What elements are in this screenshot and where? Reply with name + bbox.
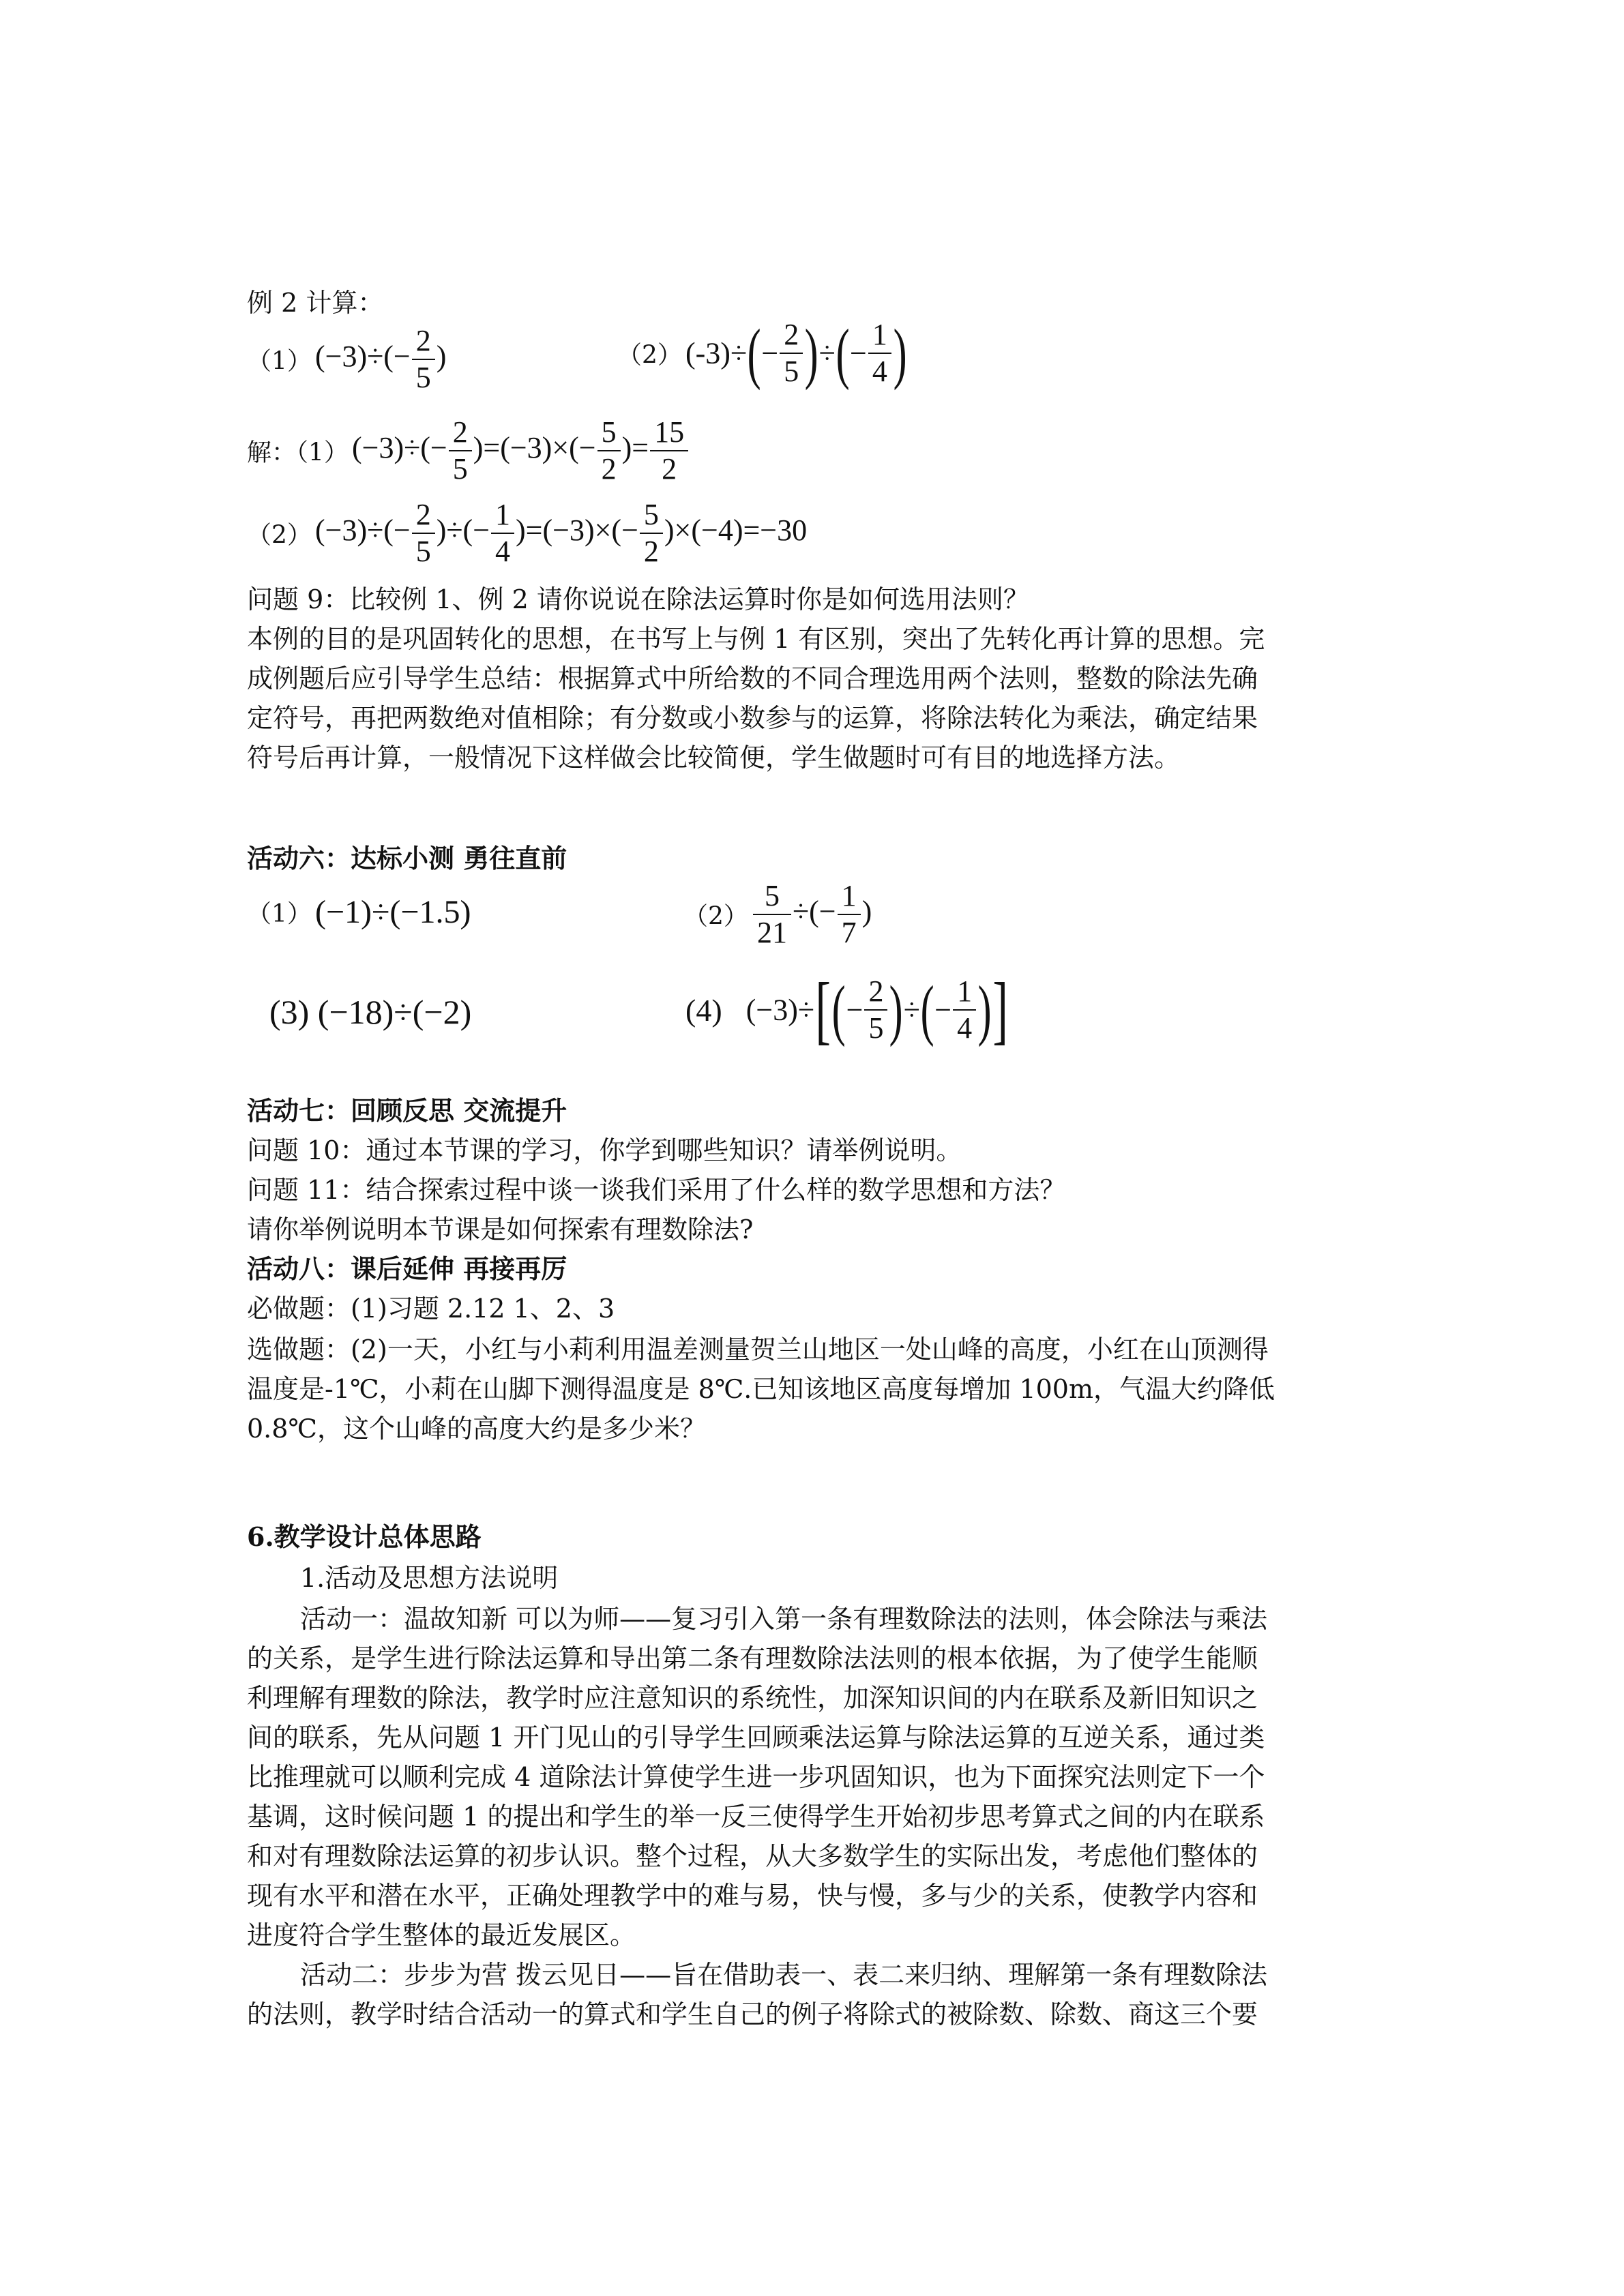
fraction-numerator: 2: [864, 976, 887, 1011]
paragraph-line: 比推理就可以顺利完成 4 道除法计算使学生进一步巩固知识，也为下面探究法则定下一个: [247, 1762, 1265, 1792]
math-expr: )=(−3)×(−: [516, 513, 638, 548]
fraction-denominator: 2: [662, 452, 677, 486]
fraction-numerator: 1: [868, 320, 891, 354]
fraction-denominator: 7: [841, 916, 857, 949]
paragraph-line: 间的联系，先从问题 1 开门见山的引导学生回顾乘法运算与除法运算的互逆关系，通过类: [247, 1723, 1265, 1753]
activity-6-heading: 活动六：达标小测 勇往直前: [247, 843, 567, 874]
fraction-denominator: 2: [601, 452, 617, 486]
solution-label: 解：（1）: [247, 438, 349, 467]
exercise-1: [247, 893, 471, 931]
problem-label: （1）: [247, 347, 312, 376]
math-expr: (−3)÷: [745, 993, 815, 1027]
math-expr: ): [436, 340, 447, 374]
fraction-denominator: 5: [784, 355, 799, 388]
exercise-3: [269, 992, 471, 1032]
math-expr: (−3)÷(−: [315, 513, 411, 548]
math-expr: )÷(−: [436, 513, 490, 548]
fraction-numerator: 2: [780, 320, 803, 354]
paragraph-line: 利理解有理数的除法，教学时应注意知识的系统性，加深知识间的内在联系及新旧知识之: [247, 1683, 1258, 1713]
fraction-numerator: 1: [953, 976, 976, 1011]
paragraph-line: 和对有理数除法运算的初步认识。整个过程，从大多数学生的实际出发，考虑他们整体的: [247, 1841, 1258, 1871]
exercise-label: （1）: [247, 900, 312, 928]
fraction-denominator: 4: [872, 355, 887, 388]
homework-line: 0.8℃，这个山峰的高度大约是多少米？: [247, 1414, 706, 1444]
paragraph-line: 的关系，是学生进行除法运算和导出第二条有理数除法法则的根本依据，为了使学生能顺: [247, 1643, 1258, 1673]
paragraph-line: 定符号，再把两数绝对值相除；有分数或小数参与的运算，将除法转化为乘法，确定结果: [247, 703, 1258, 733]
subsection-heading: 1.活动及思想方法说明: [300, 1563, 559, 1593]
fraction-numerator: 1: [838, 881, 861, 915]
paragraph-line: 活动一：温故知新 可以为师——复习引入第一条有理数除法的法则，体会除法与乘法: [300, 1604, 1268, 1634]
math-expr: )=(−3)×(−: [473, 431, 596, 465]
paragraph-line: 成例题后应引导学生总结：根据算式中所给数的不同合理选用两个法则，整数的除法先确: [247, 664, 1258, 694]
fraction-denominator: 5: [415, 361, 431, 394]
question-line: 请你举例说明本节课是如何探索有理数除法?: [247, 1214, 754, 1244]
math-expr: (−3)÷(−: [352, 431, 447, 465]
activity-7-heading: 活动七：回顾反思 交流提升: [247, 1095, 567, 1126]
exercise-label: （2）: [683, 902, 748, 931]
fraction-denominator: 4: [495, 535, 511, 568]
paragraph-line: 本例的目的是巩固转化的思想，在书写上与例 1 有区别，突出了先转化再计算的思想。完: [247, 624, 1265, 654]
paragraph-line: 符号后再计算，一般情况下这样做会比较简便，学生做题时可有目的地选择方法。: [247, 743, 1181, 773]
fraction-numerator: 5: [753, 881, 791, 915]
example2-problem-1: [247, 326, 446, 393]
fraction-numerator: 5: [597, 417, 621, 451]
fraction-denominator: 4: [957, 1011, 973, 1045]
question-line: 问题 11：结合探索过程中谈一谈我们采用了什么样的数学思想和方法？: [247, 1175, 1066, 1205]
homework-line: 选做题：(2)一天，小红与小莉利用温差测量贺兰山地区一处山峰的高度，小红在山顶测得: [247, 1335, 1269, 1365]
paragraph-line: 进度符合学生整体的最近发展区。: [247, 1920, 636, 1950]
example2-problem-2: （2） (-3)÷(− $\frac{2}{5}$ )÷(− $\frac{1}{4}$ ): [617, 315, 907, 391]
fraction-numerator: 2: [412, 500, 435, 534]
paragraph-line: 的法则，教学时结合活动一的算式和学生自己的例子将除式的被除数、除数、商这三个要: [247, 1999, 1258, 2029]
solution-2: [247, 500, 807, 567]
fraction-denominator: 5: [415, 535, 431, 568]
exercise-2: [683, 881, 872, 948]
fraction-numerator: 2: [449, 417, 472, 451]
activity-8-heading: 活动八：课后延伸 再接再厉: [247, 1253, 567, 1284]
math-expr: ÷: [903, 993, 920, 1027]
math-expr: −: [850, 336, 867, 370]
fraction-denominator: 2: [643, 535, 659, 568]
math-expr: (3) (−18)÷(−2): [269, 993, 472, 1031]
example2-heading: 例 2 计算：: [247, 288, 384, 318]
exercise-4: (4) (−3)÷[(− $\frac{2}{5}$ )÷(− $\frac{1}{4}$ )]: [685, 968, 1009, 1052]
math-expr: )×(−4)=−30: [664, 513, 808, 548]
math-expr: (−1)÷(−1.5): [315, 894, 471, 930]
exercise-label: (4): [685, 992, 722, 1028]
math-expr: (-3)÷: [685, 336, 748, 370]
math-expr: )=: [621, 431, 649, 465]
fraction-numerator: 2: [412, 326, 435, 360]
fraction-numerator: 5: [640, 500, 663, 534]
paragraph-line: 活动二：步步为营 拨云见日——旨在借助表一、表二来归纳、理解第一条有理数除法: [300, 1960, 1268, 1990]
math-expr: (−3)÷(−: [315, 340, 411, 374]
solution-label: （2）: [247, 521, 312, 550]
solution-1: [247, 417, 690, 484]
question-9: 问题 9：比较例 1、例 2 请你说说在除法运算时你是如何选用法则？: [247, 584, 1029, 614]
fraction-denominator: 5: [452, 452, 468, 486]
fraction-denominator: 21: [757, 916, 787, 949]
math-expr: ): [861, 895, 872, 929]
section-6-heading: 6.教学设计总体思路: [247, 1521, 482, 1552]
fraction-denominator: 5: [868, 1011, 884, 1045]
homework-line: 必做题：(1)习题 2.12 1、2、3: [247, 1294, 615, 1324]
paragraph-line: 基调，这时候问题 1 的提出和学生的举一反三使得学生开始初步思考算式之间的内在联系: [247, 1802, 1265, 1832]
math-expr: −: [761, 336, 779, 370]
paragraph-line: 现有水平和潜在水平，正确处理教学中的难与易，快与慢，多与少的关系，使教学内容和: [247, 1881, 1258, 1911]
math-expr: ÷: [818, 336, 836, 370]
fraction-numerator: 15: [650, 417, 688, 451]
problem-label: （2）: [617, 341, 682, 370]
fraction-numerator: 1: [491, 500, 514, 534]
homework-line: 温度是-1℃，小莉在山脚下测得温度是 8℃.已知该地区高度每增加 100m，气温大约降低: [247, 1374, 1275, 1404]
math-expr: ÷(−: [793, 895, 836, 929]
question-line: 问题 10：通过本节课的学习，你学到哪些知识？请举例说明。: [247, 1135, 962, 1165]
